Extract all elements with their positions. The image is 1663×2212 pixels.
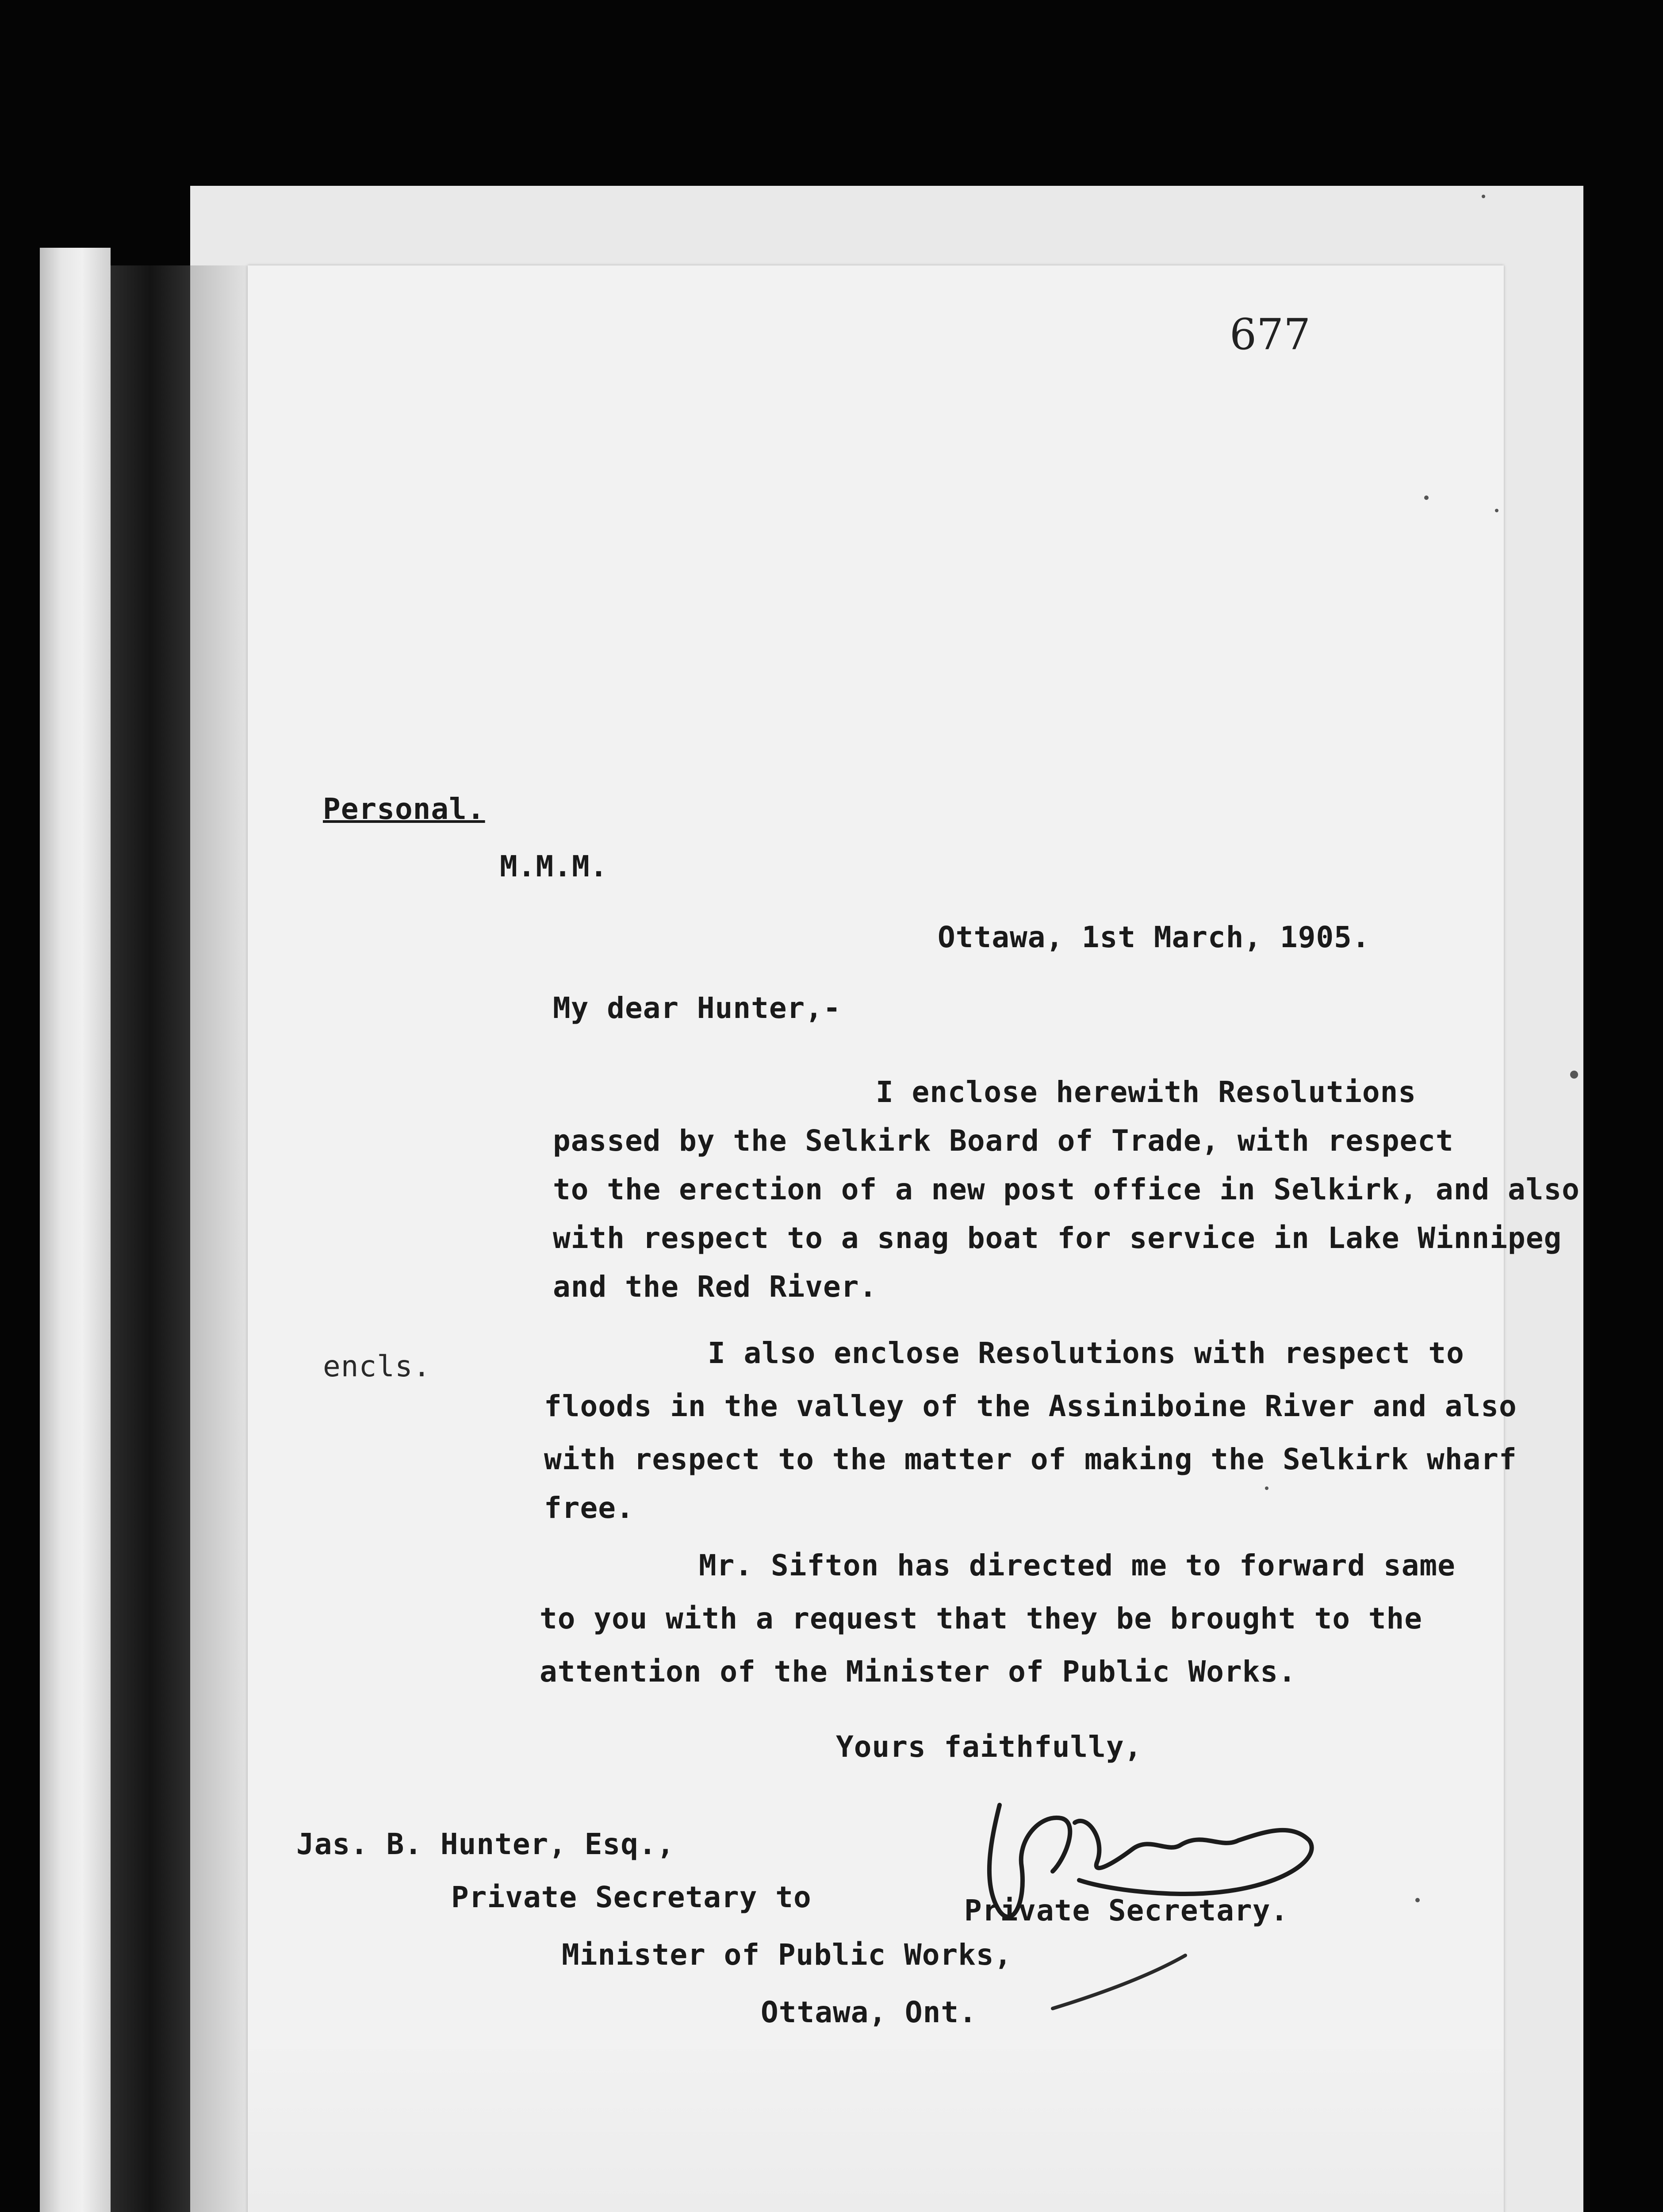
para1-line: to the erection of a new post office in Selkirk, and also [553, 1172, 1580, 1206]
margin-note: encls. [323, 1349, 431, 1383]
back-sheet-edge [190, 265, 248, 2212]
addressee-line: Ottawa, Ont. [761, 1995, 977, 2029]
page-number: 677 [1230, 310, 1311, 359]
pen-stroke-mark [1044, 1947, 1194, 2017]
para1-line: with respect to a snag boat for service in Lake Winnipeg [553, 1221, 1562, 1255]
para1-line: passed by the Selkirk Board of Trade, with respect [553, 1124, 1454, 1158]
paper-edge-strip [40, 248, 111, 2212]
para3-line: Mr. Sifton has directed me to forward same [699, 1548, 1456, 1582]
letter-salutation: My dear Hunter,- [553, 991, 841, 1025]
signer-title: Private Secretary. [964, 1893, 1289, 1928]
para1-line: I enclose herewith Resolutions [876, 1075, 1417, 1109]
letter-dateline: Ottawa, 1st March, 1905. [938, 920, 1370, 954]
addressee-line: Jas. B. Hunter, Esq., [296, 1827, 675, 1861]
para2-line: floods in the valley of the Assiniboine River and also [544, 1389, 1517, 1423]
addressee-line: Minister of Public Works, [562, 1938, 1012, 1972]
letter-heading: Personal. [323, 792, 485, 826]
para2-line: with respect to the matter of making the Selkirk wharf [544, 1442, 1517, 1476]
letter-closing: Yours faithfully, [836, 1730, 1142, 1764]
addressee-line: Private Secretary to [451, 1880, 812, 1914]
para3-line: attention of the Minister of Public Works. [540, 1655, 1296, 1689]
para2-line: I also enclose Resolutions with respect to [708, 1336, 1464, 1370]
para2-line: free. [544, 1491, 634, 1525]
para1-line: and the Red River. [553, 1270, 877, 1304]
para3-line: to you with a request that they be brought to the [540, 1601, 1423, 1636]
letter-initials: M.M.M. [500, 849, 608, 883]
binding-shadow [111, 265, 190, 2212]
